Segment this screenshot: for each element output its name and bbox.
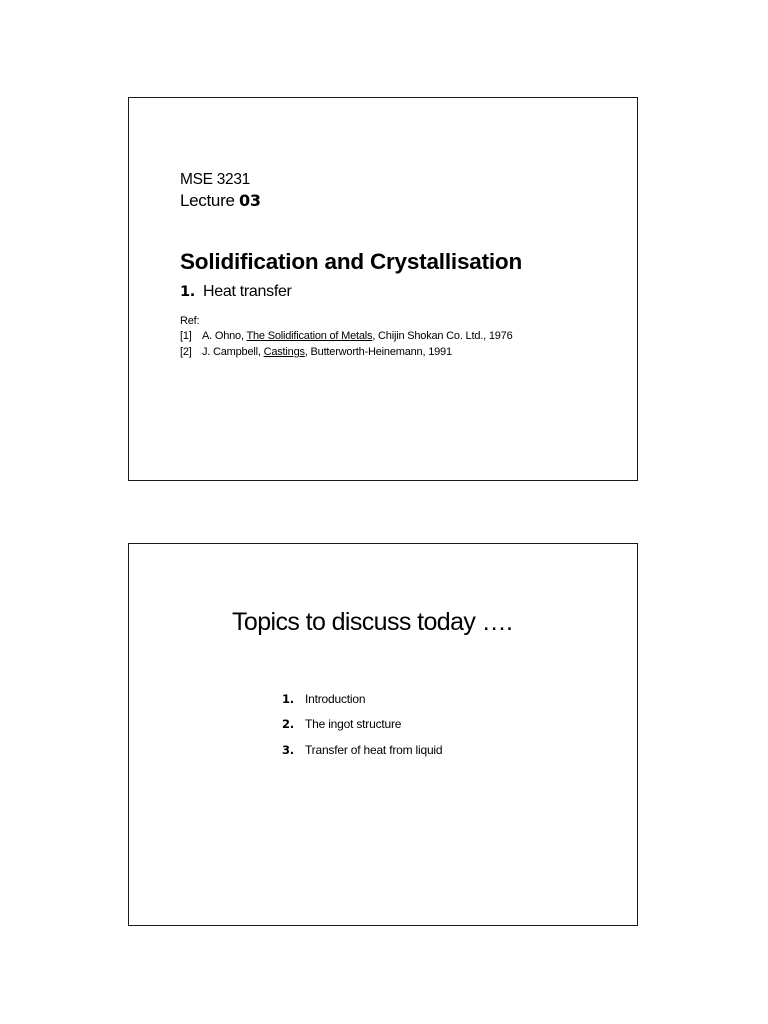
- lecture-number: 03: [239, 191, 261, 210]
- topic-label: Introduction: [305, 692, 366, 706]
- reference-index: [1]: [180, 330, 192, 342]
- slide-2: [128, 543, 638, 926]
- topic-item: [282, 692, 365, 706]
- reference-work: Castings: [263, 346, 305, 358]
- reference-publisher: , Butterworth-Heinemann, 1991: [304, 346, 452, 358]
- topic-number: 3.: [282, 743, 294, 757]
- lecture-heading: [180, 191, 261, 211]
- slide-1: [128, 97, 638, 481]
- ref-label: Ref:: [180, 315, 200, 327]
- slide-subtitle: [180, 283, 292, 301]
- reference-item: [180, 346, 452, 358]
- topic-label: The ingot structure: [305, 717, 402, 731]
- slide-title: Solidification and Crystallisation: [180, 249, 523, 274]
- topic-number: 2.: [282, 717, 294, 731]
- course-code: MSE 3231: [180, 171, 250, 188]
- reference-author: J. Campbell,: [202, 346, 264, 358]
- topic-item: [282, 743, 442, 757]
- topic-item: [282, 717, 401, 731]
- subtitle-text: Heat transfer: [203, 283, 292, 300]
- reference-work: The Solidification of Metals: [246, 330, 373, 342]
- slide-title: Topics to discuss today ….: [232, 608, 513, 636]
- lecture-label: Lecture: [180, 191, 235, 210]
- topic-number: 1.: [282, 692, 294, 706]
- topic-label: Transfer of heat from liquid: [305, 743, 443, 757]
- reference-item: [180, 330, 513, 342]
- reference-index: [2]: [180, 346, 192, 358]
- subtitle-number: 1.: [180, 284, 195, 300]
- reference-publisher: , Chijin Shokan Co. Ltd., 1976: [372, 330, 513, 342]
- reference-author: A. Ohno,: [202, 330, 247, 342]
